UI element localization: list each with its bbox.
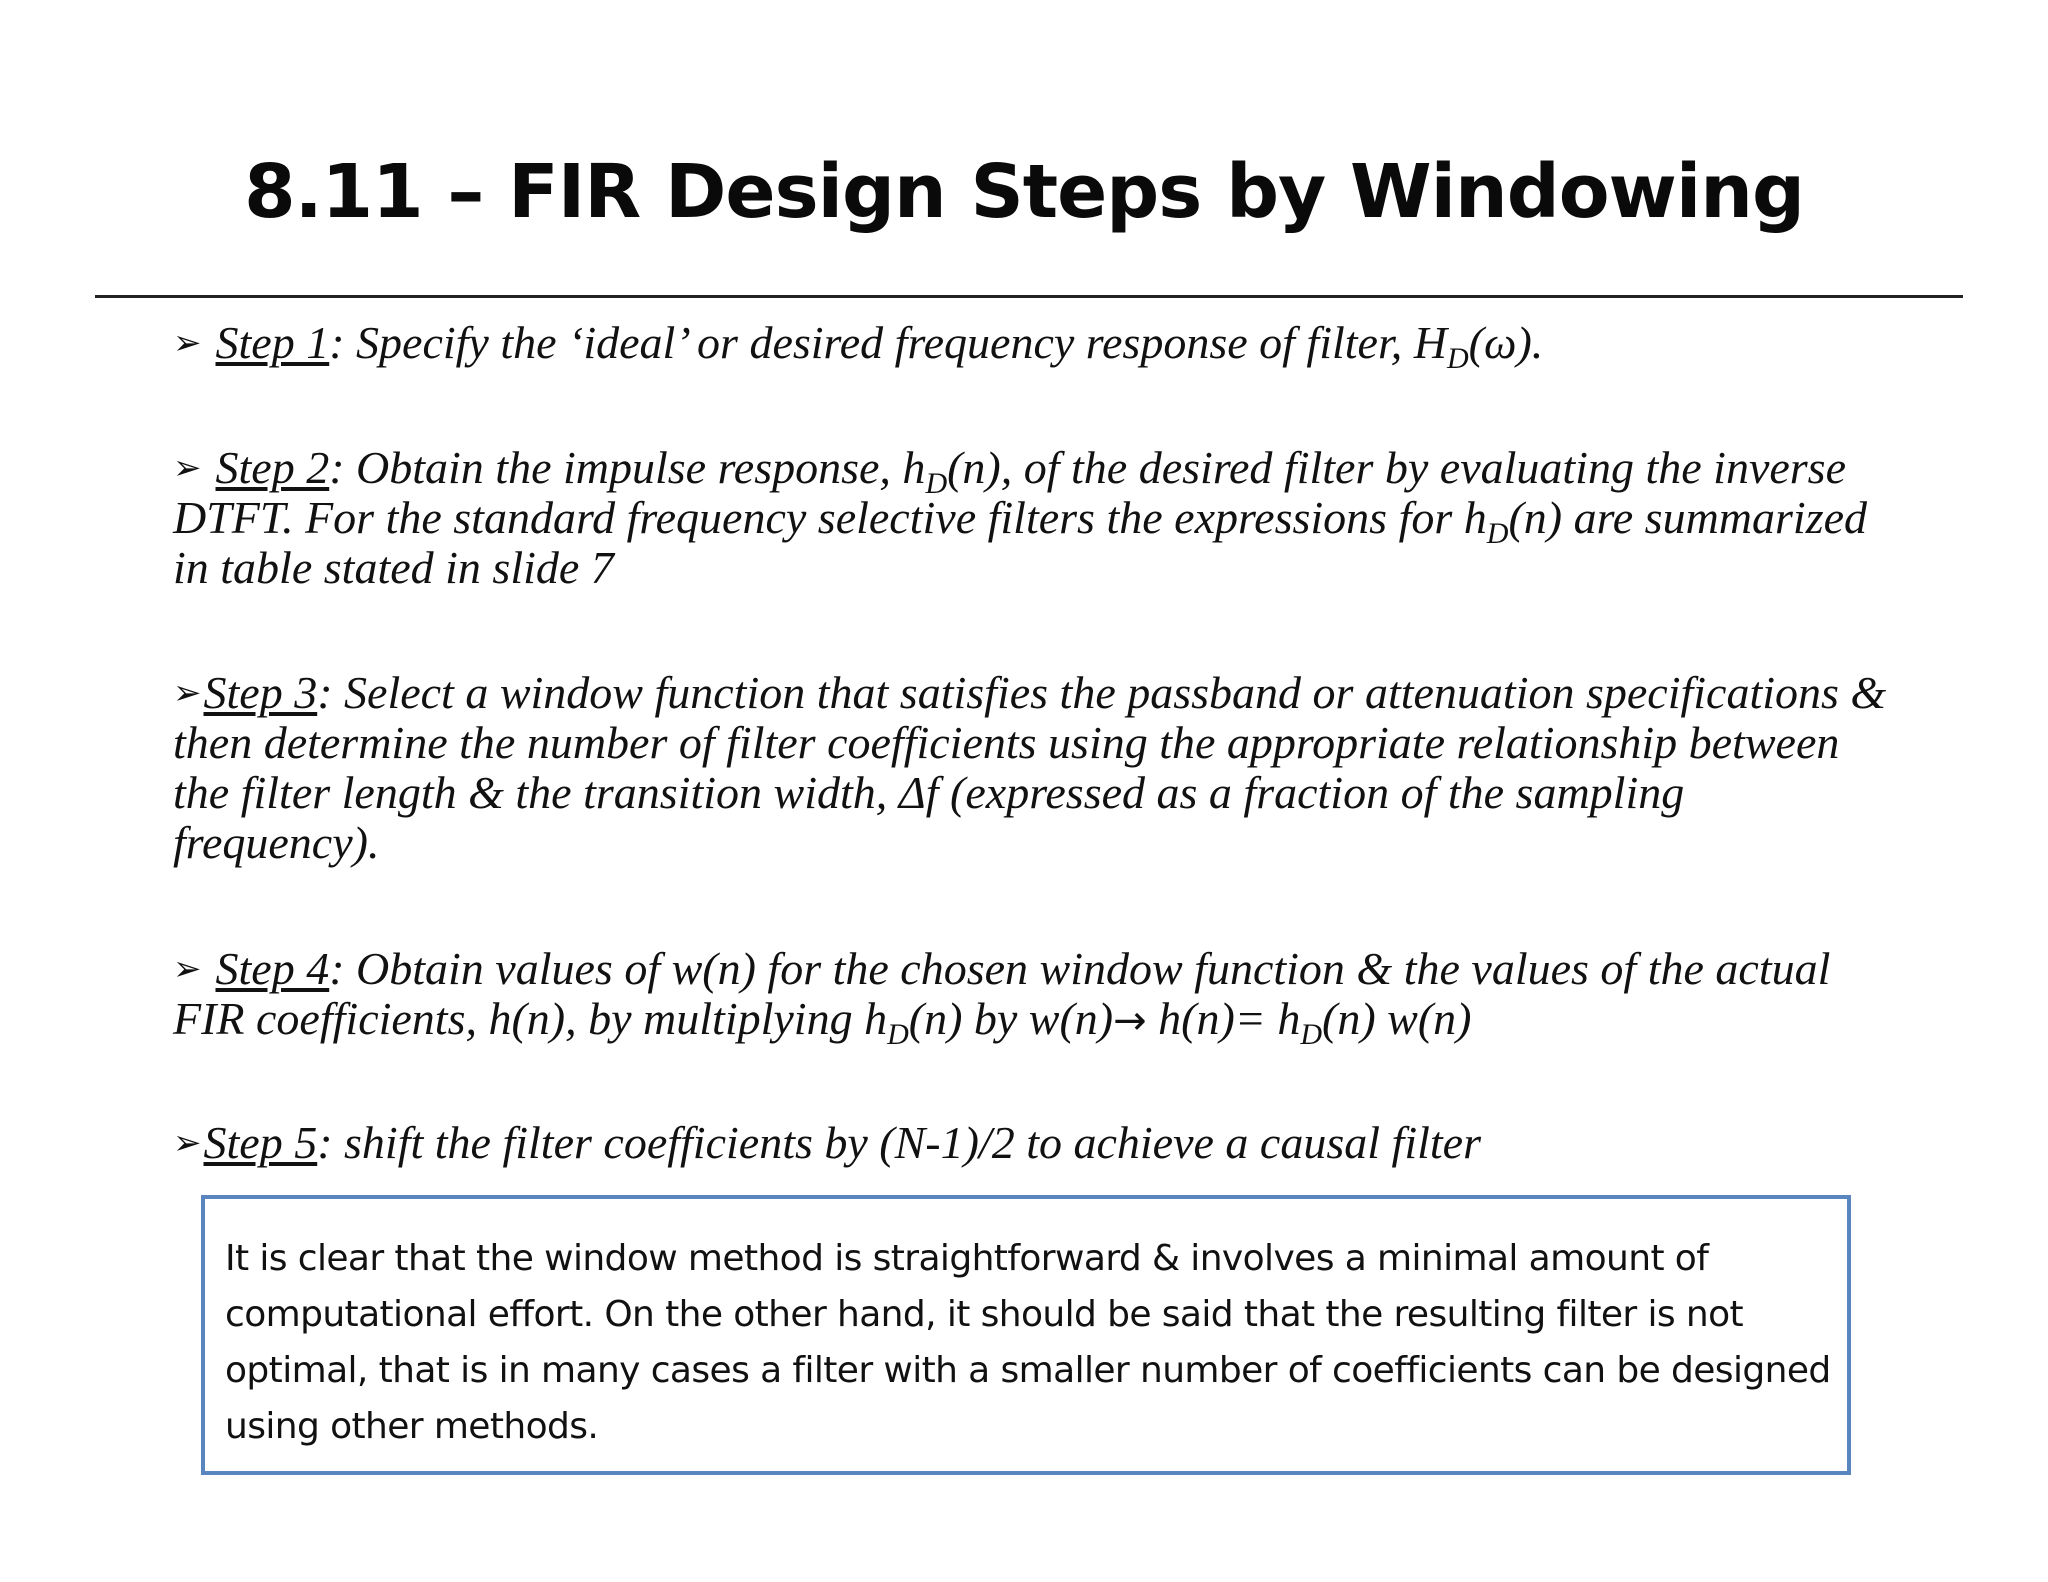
note-box: [201, 1195, 1851, 1475]
step-text: : Specify the ‘ideal’ or desired frequency response of filter, H: [329, 317, 1447, 368]
step-text: : Select a window function that satisfies the passband or attenuation specifications & then determine the number of filter coefficients using the appropriate relationship between the filter length & the transition width, Δf (expressed as a fraction of the sampling frequency).: [173, 667, 1887, 868]
step-label: Step 5: [203, 1117, 318, 1168]
step-3: [173, 668, 1893, 868]
right-arrow-icon: →: [1113, 998, 1147, 1044]
arrow-bullet-icon: ➢: [173, 949, 202, 989]
arrow-bullet-icon: ➢: [173, 1123, 202, 1163]
step-label: Step 3: [203, 667, 318, 718]
subscript: D: [1300, 1018, 1322, 1051]
step-5: [173, 1118, 1893, 1168]
arrow-bullet-icon: ➢: [173, 323, 202, 363]
step-text: (n), of the desired filter by evaluating the inverse DTFT. For the standard frequency selective filters the expressions for h: [173, 442, 1846, 543]
step-label: Step 1: [215, 317, 330, 368]
step-text: : shift the filter coefficients by (N-1)/2 to achieve a causal filter: [317, 1117, 1481, 1168]
step-text: (n) w(n): [1322, 993, 1472, 1044]
title-divider: [95, 295, 1963, 298]
step-4: [173, 943, 1893, 1051]
step-label: Step 2: [215, 442, 330, 493]
subscript: D: [925, 467, 948, 500]
arrow-bullet-icon: ➢: [173, 448, 202, 488]
step-text: (n) are summarized in table stated in slide 7: [173, 492, 1868, 593]
subscript: D: [887, 1018, 909, 1051]
step-1: [173, 317, 1893, 375]
slide-title: 8.11 – FIR Design Steps by Windowing: [244, 149, 1804, 235]
subscript: D: [1446, 342, 1469, 375]
step-2: [173, 443, 1893, 593]
step-text: (ω).: [1468, 317, 1544, 368]
step-label: Step 4: [215, 943, 330, 994]
step-text: (n) by w(n): [908, 993, 1114, 1044]
subscript: D: [1486, 517, 1509, 550]
step-text: : Obtain the impulse response, h: [329, 442, 926, 493]
note-text: It is clear that the window method is straightforward & involves a minimal amount of computational effort. On the other hand, it should be said that the resulting filter is not optimal, that is in many cases a filter with a smaller number of coefficients can be designed using other methods.: [225, 1238, 1831, 1447]
step-text: h(n)= h: [1146, 993, 1301, 1044]
arrow-bullet-icon: ➢: [173, 673, 202, 713]
step-text: : Obtain values of w(n) for the chosen window function & the values of the actual FIR coefficients, h(n), by multiplying h: [173, 943, 1831, 1044]
